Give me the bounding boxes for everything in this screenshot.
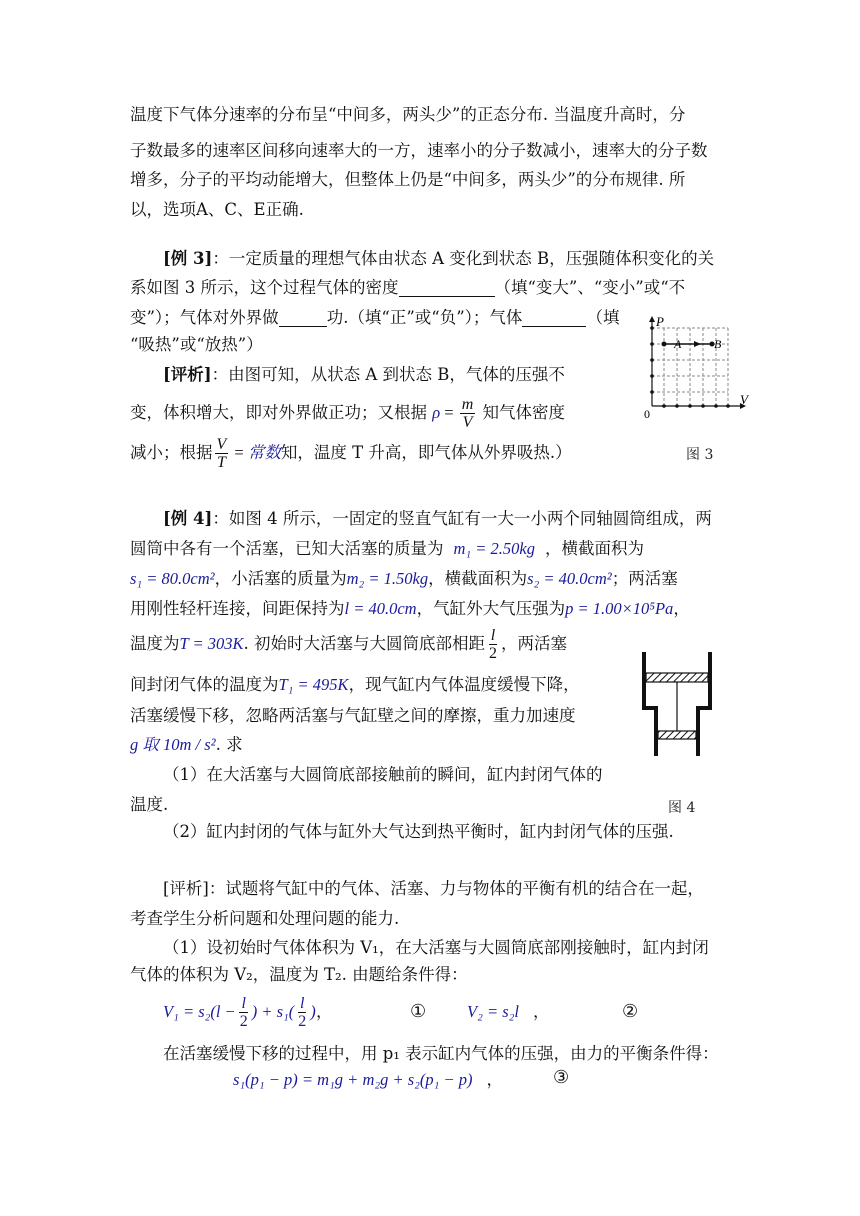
eq1-part-a: V₁ = s₂(l − — [163, 1002, 236, 1021]
ex3-text-3c: （填 — [586, 308, 620, 327]
ex3-tag: [例 3] — [163, 249, 213, 268]
t-value: T = 303K — [179, 634, 244, 653]
ex4-text-8b: . 求 — [215, 735, 243, 754]
ex4-line-8 — [130, 733, 243, 757]
ex4-question-1: （1）在大活塞与大圆筒底部接触前的瞬间，缸内封闭气体的 — [163, 765, 603, 784]
ex4-question-1-cont: 温度. — [130, 795, 169, 814]
ex3-text-3b: 功.（填“正”或“负”）；气体 — [326, 308, 523, 327]
ex4-text-1: ：如图 4 所示，一固定的竖直气缸有一大一小两个同轴圆筒组成，两 — [212, 509, 712, 528]
ex4-tag: [例 4] — [163, 509, 213, 528]
small-piston — [658, 731, 696, 739]
t1-value: T₁ = 495K — [278, 675, 349, 694]
rho-symbol: ρ — [432, 403, 441, 422]
ex3-line-4: “吸热”或“放热”） — [130, 335, 263, 354]
ex3-eval-text-2b: 知气体密度 — [482, 403, 566, 422]
ex4-text-6b: ，现气缸内气体温度缓慢下降， — [348, 675, 580, 694]
eval4-text-1: ：试题将气缸中的气体、活塞、力与物体的平衡有机的结合在一起， — [208, 879, 704, 898]
ex4-text-3a: ，小活塞的质量为 — [214, 569, 347, 588]
v-over-t: $\frac{V}{T}$ — [216, 436, 227, 471]
process-arrow — [694, 341, 701, 347]
s2-value: s₂ = 40.0cm² — [527, 569, 612, 588]
ex4-line-3 — [130, 567, 678, 591]
density-blank[interactable] — [399, 278, 495, 297]
ex3-line-3 — [130, 306, 619, 330]
ex4-text-5a: 温度为 — [130, 634, 180, 653]
cylinder-right-wall — [698, 652, 710, 756]
m2-value: m₂ = 1.50kg — [346, 569, 429, 588]
ex3-eval-line-3: 减小；根据 $\frac{V}{T}$ = 常数知，温度 T 升高，即气体从外界吸热.） — [130, 436, 572, 471]
eq-number-1: ① — [410, 1001, 427, 1022]
point-a — [662, 342, 667, 347]
l-value: l = 40.0cm — [344, 599, 417, 618]
eq1-part-c: ) — [310, 1002, 316, 1021]
heat-blank[interactable] — [522, 308, 586, 327]
ex4-text-5c: ，两活塞 — [501, 634, 568, 653]
ex4-text-4b: ，气缸外大气压强为 — [416, 599, 566, 618]
eq1-frac-1: $\frac{l}{2}$ — [239, 995, 248, 1030]
s1-value: s₁ = 80.0cm² — [130, 569, 215, 588]
const-term: 常数 — [247, 443, 281, 462]
cylinder-diagram — [636, 648, 718, 760]
intro-line-2: 子数最多的速率区间移向速率大的一方，速率小的分子数减小，速率大的分子数 — [130, 141, 708, 160]
ex4-text-4c: ， — [673, 599, 690, 618]
eq1-part-b: ) + s₁( — [251, 1002, 295, 1021]
ex4-line-5 — [130, 627, 567, 662]
ex3-eval-line-2: 变，体积增大，即对外界做正功；又根据 ρ = $\frac{m}{V}$ 知气体密度 — [130, 396, 566, 431]
ex3-text-2a: 系如图 3 所示，这个过程气体的密度 — [130, 278, 399, 297]
ex4-line-1 — [163, 507, 712, 531]
ex4-line-4 — [130, 597, 690, 621]
ex3-eval-line-1 — [163, 363, 565, 387]
eq3: s₁(p₁ − p) = m₁g + m₂g + s₂(p₁ − p) ， — [233, 1070, 503, 1089]
equation-row-1 — [163, 992, 316, 1032]
ex3-text-3a: 变”）；气体对外界做 — [130, 308, 279, 327]
eval4-tag: [评析] — [163, 879, 209, 898]
large-piston — [646, 673, 708, 682]
ex4-text-5b: . 初始时大活塞与大圆筒底部相距 — [243, 634, 486, 653]
eq1-frac-2: $\frac{l}{2}$ — [298, 995, 307, 1030]
intro-line-1: 温度下气体分速率的分布呈“中间多，两头少”的正态分布. 当温度升高时，分 — [130, 105, 686, 124]
ex4-text-6a: 间封闭气体的温度为 — [130, 675, 279, 694]
p-value: p = 1.00×10⁵Pa — [565, 599, 674, 618]
half-l: $\frac{l}{2}$ — [489, 627, 498, 662]
ex3-text-1: ：一定质量的理想气体由状态 A 变化到状态 B，压强随体积变化的关 — [212, 249, 715, 268]
ex4-text-2a: 圆筒中各有一个活塞，已知大活塞的质量为 — [130, 539, 444, 558]
v-axis-label: V — [740, 392, 748, 407]
eq-number-2: ② — [622, 1001, 639, 1022]
ex4-line-7: 活塞缓慢下移，忽略两活塞与气缸壁之间的摩擦，重力加速度 — [130, 706, 576, 725]
ex4-text-4a: 用刚性轻杆连接，间距保持为 — [130, 599, 345, 618]
ex3-line-2 — [130, 276, 685, 300]
intro-line-3: 增多，分子的平均动能增大，但整体上仍是“中间多，两头少”的分布规律. 所 — [130, 170, 686, 189]
ex4-text-2b: ，横截面积为 — [545, 539, 644, 558]
label-a: A — [674, 337, 682, 351]
eval4-line-4: 气体的体积为 V₂，温度为 T₂. 由题给条件得： — [130, 965, 468, 984]
eval4-line-3: （1）设初始时气体体积为 V₁，在大活塞与大圆筒底部刚接触时，缸内封闭 — [163, 938, 709, 957]
ex4-text-3c: ；两活塞 — [611, 569, 678, 588]
cylinder-left-wall — [644, 652, 656, 756]
eval4-line-5: 在活塞缓慢下移的过程中，用 p₁ 表示缸内气体的压强，由力的平衡条件得： — [163, 1044, 719, 1063]
intro-line-4: 以，选项A、C、E正确. — [130, 200, 304, 219]
ex3-eval-text-3b: 知，温度 T 升高，即气体从外界吸热.） — [280, 443, 572, 462]
m1-value: m₁ = 2.50kg — [453, 539, 535, 558]
ex4-text-3b: ，横截面积为 — [428, 569, 528, 588]
p-axis-label: P — [656, 314, 664, 329]
origin-label: 0 — [644, 407, 650, 421]
ex4-line-2 — [130, 537, 644, 561]
label-b: B — [714, 337, 722, 351]
pv-graph — [636, 312, 752, 426]
ex3-eval-tag: [评析] — [163, 365, 212, 384]
ex4-line-6 — [130, 673, 580, 697]
fig3-caption: 图 3 — [686, 447, 714, 463]
work-blank[interactable] — [279, 308, 327, 327]
g-value: g 取 10m / s² — [130, 735, 216, 754]
eval4-line-1 — [163, 877, 704, 901]
fig4-caption: 图 4 — [668, 800, 696, 816]
eq2: V₂ = s₂l ， — [467, 1002, 550, 1021]
ex3-eval-text-3a: 减小；根据 — [130, 443, 213, 462]
ex4-question-2: （2）缸内封闭的气体与缸外大气达到热平衡时，缸内封闭气体的压强. — [163, 822, 674, 841]
m-over-v: $\frac{m}{V}$ — [461, 396, 474, 431]
ex3-eval-text-1: ：由图可知，从状态 A 到状态 B，气体的压强不 — [211, 365, 565, 384]
eq1-comma: ， — [316, 1002, 333, 1021]
ex3-text-2b: （填“变大”、“变小”或“不 — [494, 278, 686, 297]
ex3-eval-text-2a: 变，体积增大，即对外界做正功；又根据 — [130, 403, 427, 422]
eval4-line-2: 考查学生分析问题和处理问题的能力. — [130, 909, 400, 928]
ex3-line-1 — [163, 247, 714, 271]
eq-number-3: ③ — [553, 1067, 570, 1088]
